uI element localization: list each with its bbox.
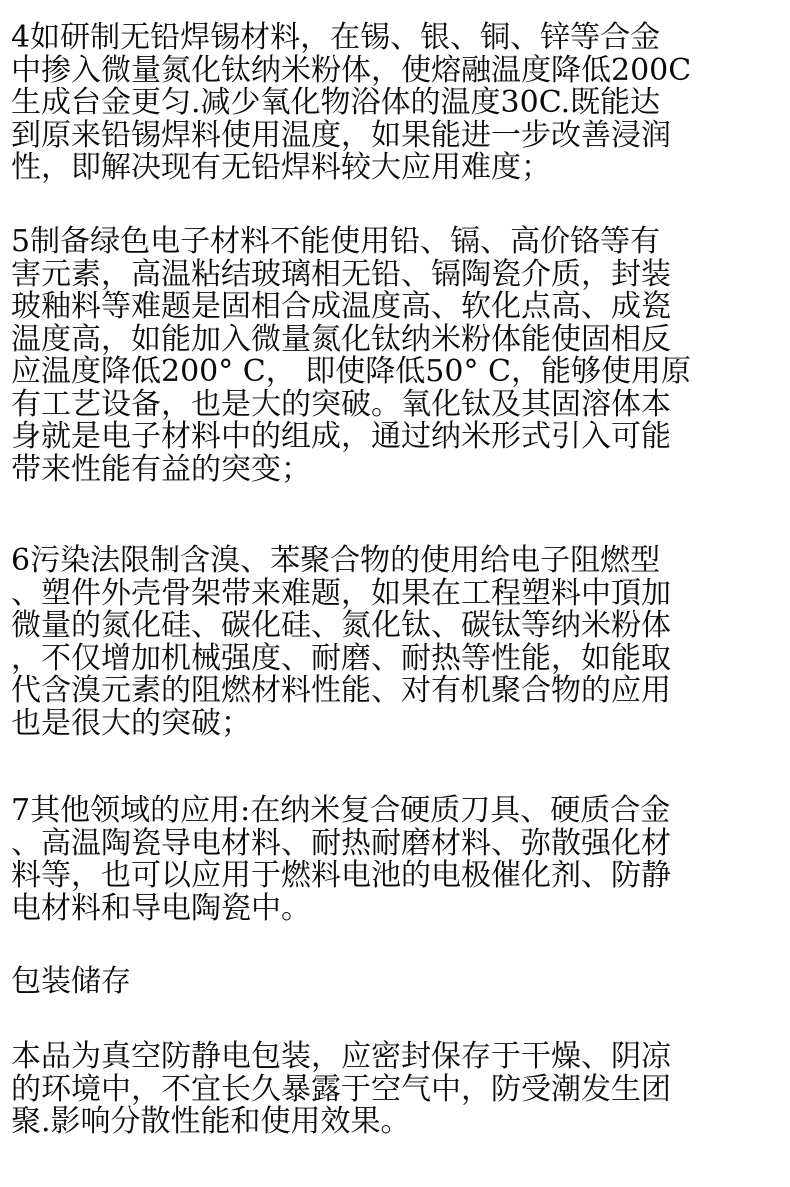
text-line: 有工艺设备，也是大的突破。氧化钛及其固溶体本 [11,386,671,422]
text-line: 害元素，高温粘结玻璃相无铅、镉陶瓷介质，封装 [11,256,671,292]
text-line: 7其他领域的应用:在纳米复合硬质刀具、硬质合金 [11,793,671,828]
text-line: 、高温陶瓷导电材料、耐热耐磨材料、弥散强化材 [11,825,671,861]
text-line: ，不仅增加机械强度、耐磨、耐热等性能，如能取 [11,640,671,676]
paragraph-green-electronic-materials [11,226,781,486]
text-line: 本品为真空防静电包装，应密封保存于干燥、阴凉 [11,1039,671,1074]
text-line: 身就是电子材料中的组成，通过纳米形式引入可能 [11,419,671,454]
text-line: 微量的氮化硅、碳化硅、氮化钛、碳钛等纳米粉体 [11,608,671,643]
text-line: 料等，也可以应用于燃料电池的电极催化剂、防静 [11,858,671,893]
text-line: 生成台金更匀.减少氧化物浴体的温度30C.既能达 [11,85,661,120]
text-line: 到原来铅锡焊料使用温度，如果能进一步改善浸润 [11,117,671,153]
paragraph-storage-instructions [11,1041,781,1139]
text-line: 玻釉料等难题是固相合成温度高、软化点高、成瓷 [11,289,671,324]
paragraph-other-applications [11,795,781,925]
heading-text: 包装储存 [11,964,131,999]
text-line: 聚.影响分散性能和使用效果。 [11,1104,411,1139]
text-line: 中掺入微量氮化钛纳米粉体，使熔融温度降低200C [11,52,692,88]
text-line: 6污染法限制含溴、苯聚合物的使用给电子阻燃型 [11,543,661,578]
paragraph-solder-application [11,22,781,185]
text-line: 的环境中，不宜长久暴露于空气中，防受潮发生团 [11,1071,671,1107]
paragraph-flame-retardant-plastics [11,545,781,740]
text-line: 代含溴元素的阻燃材料性能、对有机聚合物的应用 [11,673,671,708]
text-line: 也是很大的突破； [11,705,251,741]
text-line: 5制备绿色电子材料不能使用铅、镉、高价铬等有 [11,224,661,259]
text-line: 应温度降低200° C， 即使降低50° C，能够使用原 [11,354,691,389]
packaging-storage-heading [11,966,781,999]
text-line: 温度高，如能加入微量氮化钛纳米粉体能使固相反 [11,321,671,357]
text-line: 、塑件外壳骨架带来难题，如果在工程塑料中頂加 [11,575,671,611]
text-line: 4如研制无铅焊锡材料，在锡、银、铜、锌等合金 [11,20,661,55]
text-line: 电材料和导电陶瓷中。 [11,890,311,926]
text-line: 性，即解决现有无铅焊料较大应用难度； [11,150,551,185]
text-line: 带来性能有益的突变； [11,451,311,487]
